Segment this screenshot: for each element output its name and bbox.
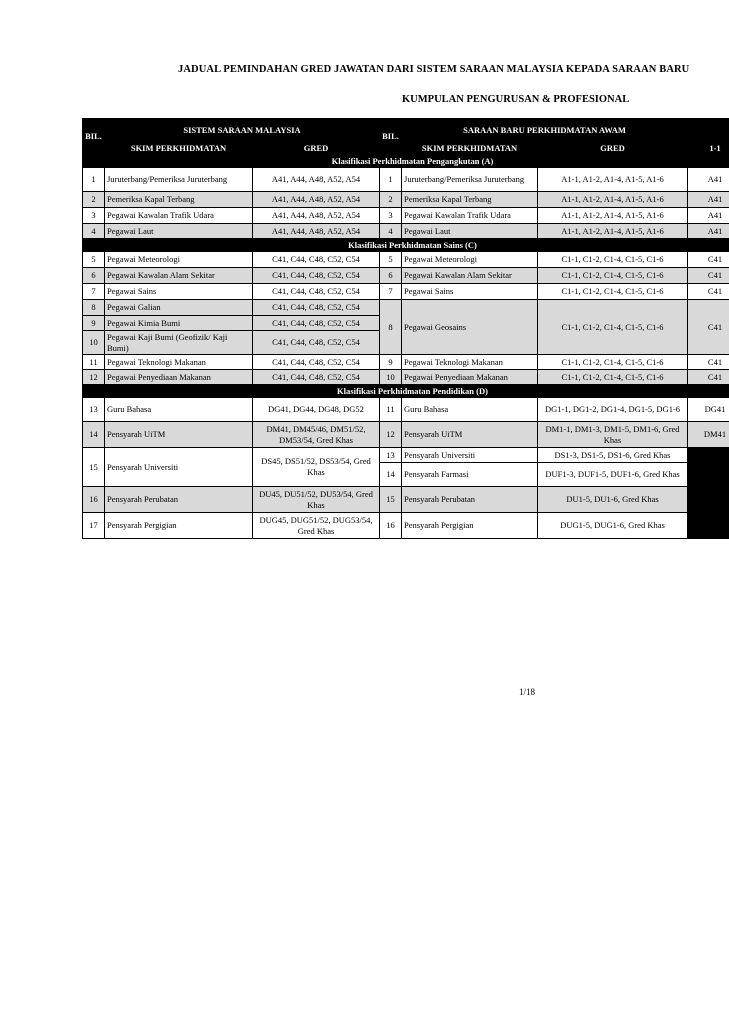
grade-11-cell: C41 [688,355,729,370]
gred-cell-new: A1-1, A1-2, A1-4, A1-5, A1-6 [538,208,688,224]
gred-cell: DU45, DU51/52, DU53/54, Gred Khas [253,487,380,513]
section-c-header: Klasifikasi Perkhidmatan Sains (C) [83,239,729,252]
skim-header: SKIM PERKHIDMATAN [105,143,253,155]
row-number: 14 [83,422,105,448]
gred-cell: DS45, DS51/52, DS53/54, Gred Khas [253,448,380,487]
gred-cell: DG41, DG44, DG48, DG52 [253,398,380,422]
gred-cell: C41, C44, C48, C52, C54 [253,355,380,370]
table-row [83,398,729,422]
row-number-new: 14 [380,463,402,487]
row-number-new: 1 [380,168,402,192]
gred-cell-new: DS1-3, DS1-5, DS1-6, Gred Khas [538,448,688,463]
gred-cell-new: A1-1, A1-2, A1-4, A1-5, A1-6 [538,224,688,239]
skim-cell: Pegawai Meteorologi [105,252,253,268]
row-number: 3 [83,208,105,224]
row-number: 4 [83,224,105,239]
gred-cell: A41, A44, A48, A52, A54 [253,224,380,239]
skim-cell: Juruterbang/Pemeriksa Juruterbang [105,168,253,192]
grade-11-cell: DM41 [688,422,729,448]
gred-cell: C41, C44, C48, C52, C54 [253,316,380,331]
table-row [83,268,729,284]
new-system-header: SARAAN BARU PERKHIDMATAN AWAM [402,119,688,143]
table-row [83,422,729,448]
skim-cell-new: Pensyarah Farmasi [402,463,538,487]
grade-11-cell: C41 [688,268,729,284]
row-number-new: 2 [380,192,402,208]
gred-cell: A41, A44, A48, A52, A54 [253,192,380,208]
gred-cell-new: A1-1, A1-2, A1-4, A1-5, A1-6 [538,192,688,208]
row-number: 10 [83,331,105,355]
gred-cell-new: C1-1, C1-2, C1-4, C1-5, C1-6 [538,300,688,355]
grade-11-cell: A41 [688,224,729,239]
gred-cell-new: C1-1, C1-2, C1-4, C1-5, C1-6 [538,355,688,370]
table-row [83,487,729,513]
row-number-new: 15 [380,487,402,513]
row-number: 9 [83,316,105,331]
row-number-new: 5 [380,252,402,268]
skim-cell: Pegawai Penyediaan Makanan [105,370,253,385]
skim-cell: Pensyarah Universiti [105,448,253,487]
blank-cell [688,513,729,539]
gred-cell-new: DUF1-3, DUF1-5, DUF1-6, Gred Khas [538,463,688,487]
skim-cell: Pegawai Kawalan Trafik Udara [105,208,253,224]
row-number: 6 [83,268,105,284]
gred-cell-new: DG1-1, DG1-2, DG1-4, DG1-5, DG1-6 [538,398,688,422]
gred-cell-new: C1-1, C1-2, C1-4, C1-5, C1-6 [538,252,688,268]
old-system-header: SISTEM SARAAN MALAYSIA [105,119,380,143]
page-number: 1/18 [519,687,536,697]
skim-cell: Pegawai Kimia Bumi [105,316,253,331]
skim-cell-new: Pensyarah Pergigian [402,513,538,539]
skim-cell: Guru Bahasa [105,398,253,422]
gred-cell-new: C1-1, C1-2, C1-4, C1-5, C1-6 [538,268,688,284]
table-row [83,284,729,300]
page-subtitle: KUMPULAN PENGURUSAN & PROFESIONAL [402,94,630,105]
section-d-header: Klasifikasi Perkhidmatan Pendidikan (D) [83,385,729,398]
row-number-new: 16 [380,513,402,539]
skim-cell: Pemeriksa Kapal Terbang [105,192,253,208]
row-number-new: 9 [380,355,402,370]
gred-cell-new: C1-1, C1-2, C1-4, C1-5, C1-6 [538,284,688,300]
row-number-new: 10 [380,370,402,385]
grade-11-cell: C41 [688,284,729,300]
skim-cell-new: Pegawai Geosains [402,300,538,355]
skim-cell-new: Pemeriksa Kapal Terbang [402,192,538,208]
row-number: 13 [83,398,105,422]
gred-cell: C41, C44, C48, C52, C54 [253,331,380,355]
page-title: JADUAL PEMINDAHAN GRED JAWATAN DARI SISTEM SARAAN MALAYSIA KEPADA SARAAN BARU [178,64,690,75]
gred-cell-new: DU1-5, DU1-6, Gred Khas [538,487,688,513]
gred-cell: A41, A44, A48, A52, A54 [253,208,380,224]
blank-cell [688,487,729,513]
grade-11-cell: A41 [688,192,729,208]
col-11-header: 1-1 [688,143,729,155]
table-row [83,224,729,239]
row-number: 16 [83,487,105,513]
gred-cell-new: A1-1, A1-2, A1-4, A1-5, A1-6 [538,168,688,192]
row-number: 2 [83,192,105,208]
skim-cell-new: Pensyarah Universiti [402,448,538,463]
skim-cell-new: Pegawai Meteorologi [402,252,538,268]
gred-cell: C41, C44, C48, C52, C54 [253,300,380,316]
table-row [83,448,729,463]
row-number: 8 [83,300,105,316]
table-row [83,192,729,208]
skim-header-2: SKIM PERKHIDMATAN [402,143,538,155]
bil-header-2: BIL. [380,119,402,155]
skim-cell-new: Pegawai Kawalan Trafik Udara [402,208,538,224]
row-number-new: 8 [380,300,402,355]
row-number-new: 6 [380,268,402,284]
row-number-new: 7 [380,284,402,300]
skim-cell-new: Juruterbang/Pemeriksa Juruterbang [402,168,538,192]
row-number-new: 13 [380,448,402,463]
table-row [83,355,729,370]
row-number-new: 12 [380,422,402,448]
skim-cell-new: Pegawai Kawalan Alam Sekitar [402,268,538,284]
gred-cell-new: DUG1-5, DUG1-6, Gred Khas [538,513,688,539]
gred-cell: C41, C44, C48, C52, C54 [253,370,380,385]
skim-cell: Pensyarah Pergigian [105,513,253,539]
skim-cell: Pegawai Kaji Bumi (Geofizik/ Kaji Bumi) [105,331,253,355]
blank-cell [688,448,729,463]
row-number-new: 11 [380,398,402,422]
skim-cell: Pegawai Sains [105,284,253,300]
row-number-new: 3 [380,208,402,224]
section-a-header: Klasifikasi Perkhidmatan Pengangkutan (A) [83,155,729,168]
gred-cell-new: C1-1, C1-2, C1-4, C1-5, C1-6 [538,370,688,385]
skim-cell-new: Pegawai Laut [402,224,538,239]
row-number: 11 [83,355,105,370]
blank-header [688,119,729,143]
row-number: 5 [83,252,105,268]
skim-cell: Pegawai Galian [105,300,253,316]
skim-cell: Pegawai Laut [105,224,253,239]
row-number: 17 [83,513,105,539]
gred-cell: DM41, DM45/46, DM51/52, DM53/54, Gred Khas [253,422,380,448]
table-row [83,300,729,316]
table-row [83,370,729,385]
grade-11-cell: C41 [688,252,729,268]
bil-header: BIL. [83,119,105,155]
table-row [83,168,729,192]
blank-cell [688,463,729,487]
grade-11-cell: C41 [688,300,729,355]
skim-cell-new: Pensyarah Perubatan [402,487,538,513]
gred-header-2: GRED [538,143,688,155]
grade-11-cell: A41 [688,208,729,224]
skim-cell: Pegawai Teknologi Makanan [105,355,253,370]
table-row [83,208,729,224]
skim-cell: Pegawai Kawalan Alam Sekitar [105,268,253,284]
table-row [83,252,729,268]
skim-cell: Pensyarah Perubatan [105,487,253,513]
row-number: 7 [83,284,105,300]
gred-cell: C41, C44, C48, C52, C54 [253,284,380,300]
grade-11-cell: C41 [688,370,729,385]
grade-11-cell: DG41 [688,398,729,422]
gred-cell: C41, C44, C48, C52, C54 [253,268,380,284]
skim-cell-new: Pegawai Teknologi Makanan [402,355,538,370]
skim-cell-new: Pensyarah UiTM [402,422,538,448]
gred-header: GRED [253,143,380,155]
table-row [83,513,729,539]
gred-cell: DUG45, DUG51/52, DUG53/54, Gred Khas [253,513,380,539]
skim-cell: Pensyarah UiTM [105,422,253,448]
skim-cell-new: Guru Bahasa [402,398,538,422]
gred-cell: A41, A44, A48, A52, A54 [253,168,380,192]
grade-transfer-table [82,118,729,539]
row-number: 1 [83,168,105,192]
gred-cell: C41, C44, C48, C52, C54 [253,252,380,268]
grade-11-cell: A41 [688,168,729,192]
row-number: 15 [83,448,105,487]
skim-cell-new: Pegawai Sains [402,284,538,300]
row-number-new: 4 [380,224,402,239]
gred-cell-new: DM1-1, DM1-3, DM1-5, DM1-6, Gred Khas [538,422,688,448]
row-number: 12 [83,370,105,385]
skim-cell-new: Pegawai Penyediaan Makanan [402,370,538,385]
